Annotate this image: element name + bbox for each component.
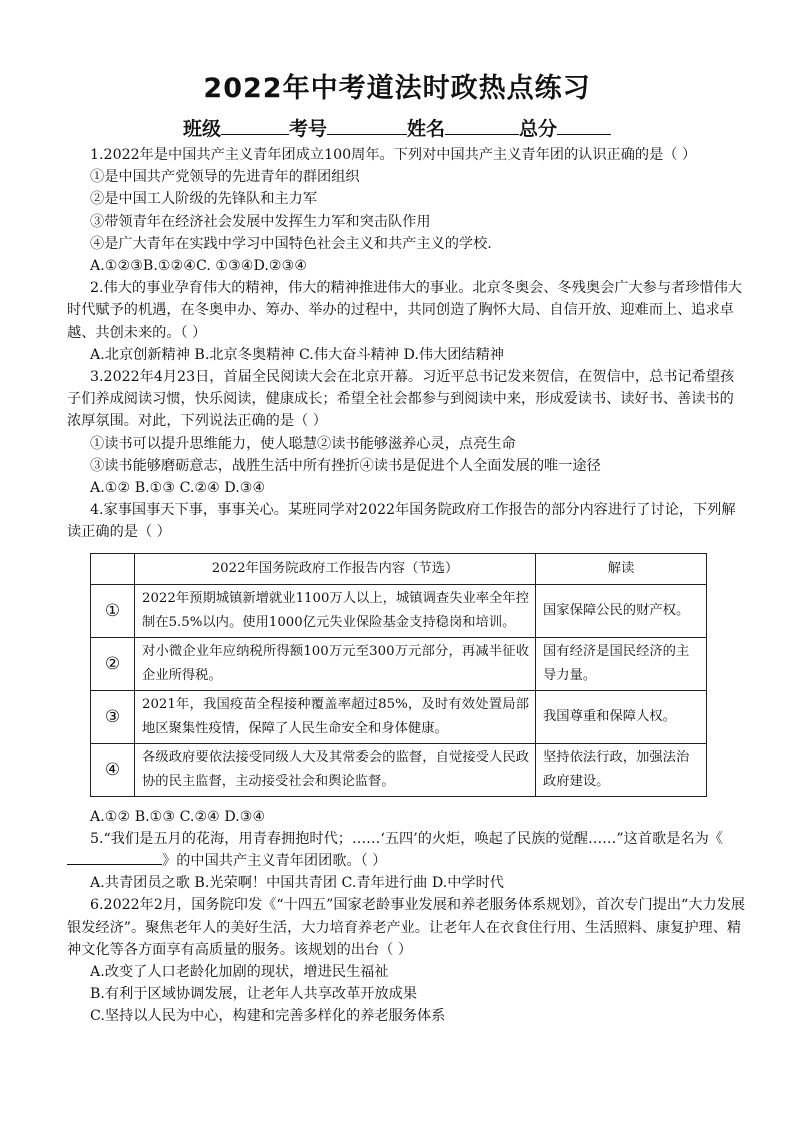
statement-item: ③带领青年在经济社会发展中发挥生力军和突击队作用 <box>90 213 431 230</box>
question-4 <box>67 499 747 828</box>
question-stem: 6.2022年2月，国务院印发《“十四五”国家老龄事业发展和养老服务体系规划》，首次专门提出“大力发展银发经济”。聚焦老年人的美好生活，大力培育养老产业。让老年人在衣食住行用、生活照料、康复护理、精神文化等各方面享有高质量的服务。该规划的出台（ ） <box>67 897 746 958</box>
class-blank <box>221 116 289 135</box>
answer-option: A.改变了人口老龄化加剧的现状，增进民生福祉 <box>90 964 389 981</box>
header-blank <box>91 553 135 584</box>
table-row <box>91 584 707 637</box>
question-2 <box>67 277 747 366</box>
student-info-line <box>0 114 794 141</box>
row-interpretation: 国有经济是国民经济的主导力量。 <box>536 637 707 690</box>
answer-option: B.有利于区域协调发展，让老年人共享改革开放成果 <box>90 986 418 1003</box>
row-interpretation: 国家保障公民的财产权。 <box>536 584 707 637</box>
table-header-row <box>91 553 707 584</box>
report-table <box>90 553 707 797</box>
stem-text-end: 》的中国共产主义青年团团歌。（ ） <box>162 853 387 870</box>
question-stem <box>67 828 747 872</box>
score-label: 总分 <box>519 118 558 140</box>
name-label: 姓名 <box>407 118 446 140</box>
song-title-blank <box>67 850 162 865</box>
row-number: ① <box>91 584 135 637</box>
statement-item: ①是中国共产党领导的先进青年的群团组织 <box>90 169 360 186</box>
answer-bracket: （ ） <box>663 147 697 163</box>
question-stem: 2.伟大的事业孕育伟大的精神，伟大的精神推进伟大的事业。北京冬奥会、冬残奥会广大参与者珍惜伟大时代赋予的机遇，在冬奥申办、筹办、举办的过程中，共同创造了胸怀大局、自信开放、迎难而上、追求卓越、共创未来的。（ ） <box>67 280 742 341</box>
stem-text: 1.2022年是中国共产主义青年团成立100周年。下列对中国共产主义青年团的认识正确的是 <box>90 147 664 163</box>
number-blank <box>327 116 407 135</box>
stem-text: 5.“我们是五月的花海，用青春拥抱时代；……‘五四’的火炬，唤起了民族的觉醒……”这首歌是名为《 <box>90 830 723 847</box>
number-label: 考号 <box>288 118 327 140</box>
header-content: 2022年国务院政府工作报告内容（节选） <box>135 553 536 584</box>
question-stem: 3.2022年4月23日，首届全民阅读大会在北京开幕。习近平总书记发来贺信，在贺信中，总书记希望孩子们养成阅读习惯，快乐阅读，健康成长；希望全社会都参与到阅读中来，形成爱读书、读好书、善读书的浓厚氛围。对此，下列说法正确的是（ ） <box>67 369 735 430</box>
question-5 <box>67 828 747 895</box>
question-1 <box>67 144 747 277</box>
question-stem: 4.家事国事天下事，事事关心。某班同学对2022年国务院政府工作报告的部分内容进行了讨论，下列解读正确的是（ ） <box>67 502 736 541</box>
question-6 <box>67 894 747 1027</box>
answer-options: A.北京创新精神 B.北京冬奥精神 C.伟大奋斗精神 D.伟大团结精神 <box>90 346 504 363</box>
statement-item: ④是广大青年在实践中学习中国特色社会主义和共产主义的学校. <box>90 235 492 252</box>
answer-option: C.坚持以人民为中心，构建和完善多样化的养老服务体系 <box>90 1008 446 1025</box>
score-blank <box>557 116 611 135</box>
question-3 <box>67 366 747 499</box>
answer-options: A.①② B.①③ C.②④ D.③④ <box>90 480 266 497</box>
row-number: ② <box>91 637 135 690</box>
answer-options: A.①②③B.①②④C. ①③④D.②③④ <box>90 258 308 275</box>
row-content: 2022年预期城镇新增就业1100万人以上，城镇调查失业率全年控制在5.5%以内。使用1000亿元失业保险基金支持稳岗和培训。 <box>135 584 536 637</box>
answer-options: A.①② B.①③ C.②④ D.③④ <box>90 808 266 825</box>
name-blank <box>445 116 519 135</box>
row-content: 对小微企业年应纳税所得额100万元至300万元部分，再减半征收企业所得税。 <box>135 637 536 690</box>
question-stem <box>67 144 747 166</box>
table-row <box>91 690 707 743</box>
statement-item: ①读书可以提升思维能力，使人聪慧②读书能够滋养心灵，点亮生命 <box>90 435 516 452</box>
row-interpretation: 坚持依法行政，加强法治政府建设。 <box>536 743 707 796</box>
row-number: ③ <box>91 690 135 743</box>
page-title: 2022年中考道法时政热点练习 <box>203 73 591 104</box>
answer-options: A.共青团员之歌 B.光荣啊！中国共青团 C.青年进行曲 D.中学时代 <box>90 875 504 892</box>
row-content: 各级政府要依法接受同级人大及其常委会的监督，自觉接受人民政协的民主监督，主动接受社会和舆论监督。 <box>135 743 536 796</box>
statement-item: ③读书能够磨砺意志，战胜生活中所有挫折④读书是促进个人全面发展的唯一途径 <box>90 457 601 474</box>
questions-body <box>67 144 747 1028</box>
row-content: 2021年，我国疫苗全程接种覆盖率超过85%，及时有效处置局部地区聚集性疫情，保障了人民生命安全和身体健康。 <box>135 690 536 743</box>
table-row <box>91 637 707 690</box>
header-interpretation: 解读 <box>536 553 707 584</box>
class-label: 班级 <box>182 118 221 140</box>
row-interpretation: 我国尊重和保障人权。 <box>536 690 707 743</box>
row-number: ④ <box>91 743 135 796</box>
table-row <box>91 743 707 796</box>
statement-item: ②是中国工人阶级的先锋队和主力军 <box>90 191 318 208</box>
